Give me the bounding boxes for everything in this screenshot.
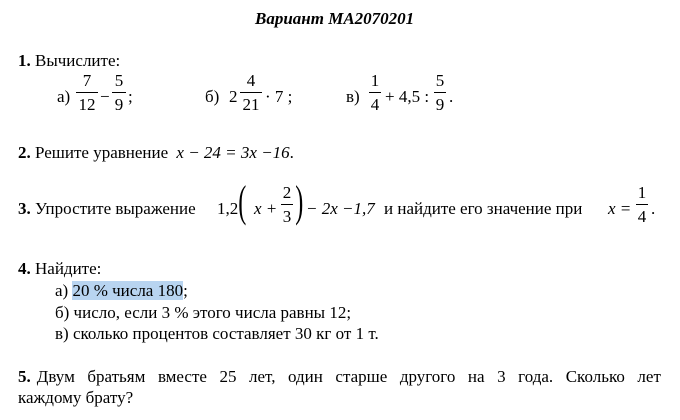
- task-2-text: Решите уравнение: [35, 143, 169, 162]
- task-3-tail: − 2x −1,7: [306, 199, 375, 218]
- numerator: 7: [82, 71, 92, 90]
- word: другого: [399, 367, 456, 386]
- task-4a-highlighted-text: 20 % числа 180: [72, 281, 184, 300]
- task-1-heading: [18, 52, 120, 69]
- right-paren: ): [295, 177, 304, 226]
- task-5-line-1: [18, 368, 661, 385]
- word: вместе: [157, 367, 207, 386]
- task-5: [18, 368, 661, 406]
- task-3-fraction: [281, 184, 293, 225]
- word: братьям: [87, 367, 146, 386]
- task-1b-fraction: [240, 72, 262, 113]
- task-2-end: .: [289, 143, 294, 162]
- word: Двум: [36, 367, 75, 386]
- denominator: 12: [78, 95, 96, 115]
- task-1-number: 1.: [18, 51, 31, 70]
- task-3-inner: x +: [254, 199, 278, 218]
- task-4b: б) число, если 3 % этого числа равны 12;: [55, 303, 352, 322]
- denominator: 9: [114, 95, 124, 115]
- task-2-equation: x − 24 = 3x −16: [176, 143, 290, 162]
- task-1b-whole: 2: [229, 87, 238, 106]
- task-1a-fraction-2: [112, 72, 126, 113]
- task-4a: [55, 282, 188, 299]
- word: Сколько: [565, 367, 625, 386]
- task-3-heading: [18, 200, 196, 217]
- task-3-coef: 1,2: [217, 199, 239, 218]
- task-1a-prefix: а): [57, 87, 71, 106]
- task-1b-rest: · 7 ;: [265, 87, 293, 106]
- task-3-xeq: x =: [608, 199, 632, 218]
- task-1a-fraction-1: [76, 72, 98, 113]
- word: 3: [497, 367, 506, 386]
- word: года.: [518, 367, 554, 386]
- denominator: 9: [435, 95, 445, 115]
- task-3-number: 3.: [18, 199, 31, 218]
- numerator: 1: [370, 71, 380, 90]
- word: один: [288, 367, 323, 386]
- task-1-text: Вычислите:: [35, 51, 121, 70]
- task-1c-prefix: в): [346, 87, 360, 106]
- word: 25: [219, 367, 237, 386]
- numerator: 2: [282, 183, 292, 202]
- task-3-end: .: [651, 199, 656, 218]
- task-2: [18, 144, 294, 161]
- task-4-number: 4.: [18, 259, 31, 278]
- word: лет,: [249, 367, 276, 386]
- task-1c-fraction-1: [369, 72, 381, 113]
- task-5-line-2: каждому брату?: [18, 388, 134, 407]
- task-1a-minus: −: [100, 87, 110, 106]
- task-5-line-1-text: [37, 368, 661, 385]
- word: на: [467, 367, 485, 386]
- denominator: 3: [282, 207, 292, 227]
- task-1c-middle: + 4,5 :: [385, 87, 430, 106]
- numerator: 5: [114, 71, 124, 90]
- left-paren: (: [238, 177, 247, 226]
- task-1b-prefix: б): [205, 87, 220, 106]
- denominator: 4: [637, 207, 647, 227]
- word: лет: [637, 367, 661, 386]
- numerator: 5: [435, 71, 445, 90]
- task-1c-end: .: [449, 87, 454, 106]
- task-3-text: Упростите выражение: [35, 199, 196, 218]
- denominator: 21: [242, 95, 260, 115]
- task-1c-fraction-2: [434, 72, 446, 113]
- numerator: 4: [246, 71, 256, 90]
- task-4a-end: ;: [183, 281, 188, 300]
- task-4-heading: [18, 260, 101, 277]
- task-5-number: 5.: [18, 367, 31, 386]
- task-4c: в) сколько процентов составляет 30 кг от 1 т.: [55, 324, 379, 343]
- task-4-text: Найдите:: [35, 259, 102, 278]
- numerator: 1: [637, 183, 647, 202]
- denominator: 4: [370, 95, 380, 115]
- task-2-number: 2.: [18, 143, 31, 162]
- task-4a-prefix: а): [55, 281, 69, 300]
- task-1a-end: ;: [128, 87, 133, 106]
- task-3-value-fraction: [636, 184, 648, 225]
- task-3-text2: и найдите его значение при: [384, 199, 583, 218]
- word: старше: [335, 367, 388, 386]
- page-title: Вариант МА2070201: [255, 9, 415, 28]
